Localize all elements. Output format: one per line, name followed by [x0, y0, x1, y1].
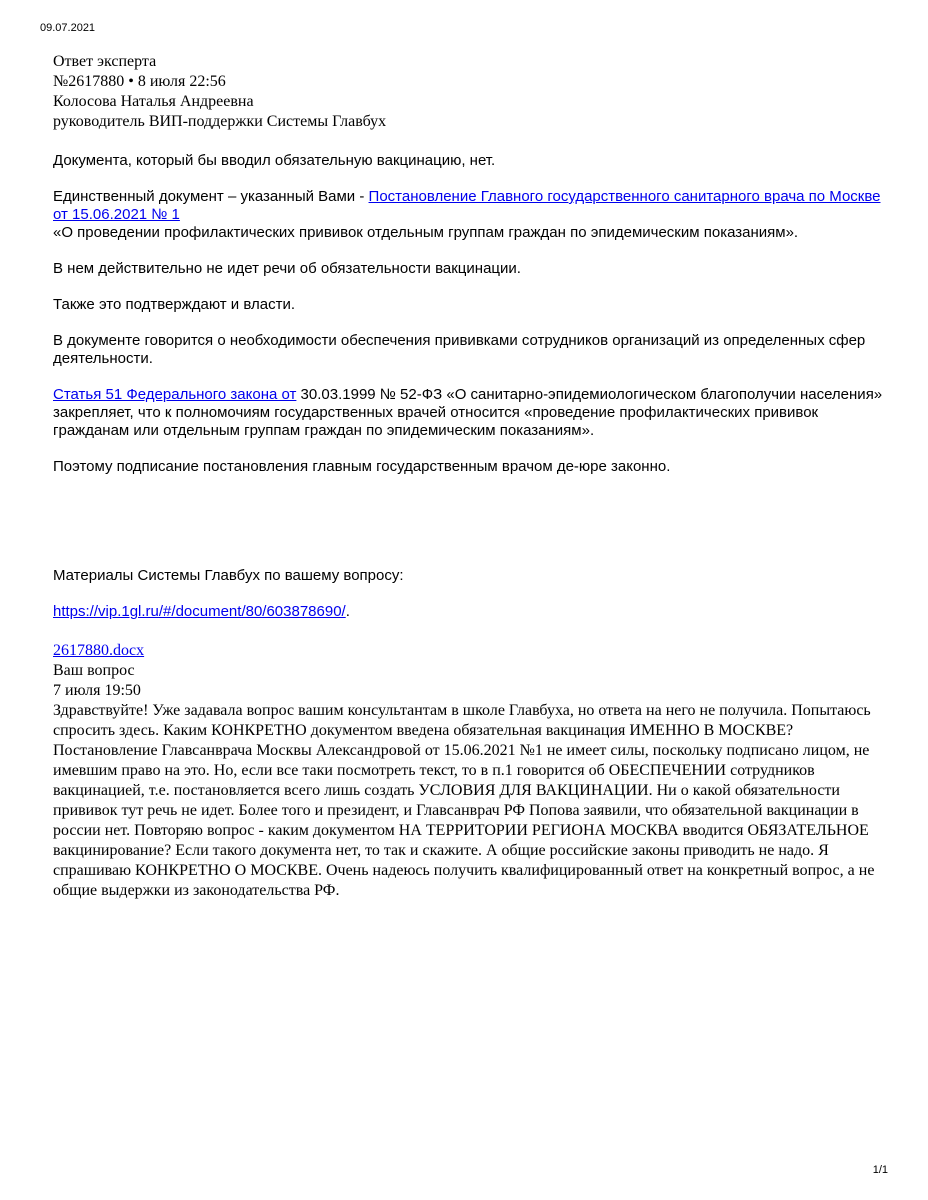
answer-paragraph-1: Документа, который бы вводил обязательную вакцинацию, нет.	[53, 152, 496, 169]
law-article-link[interactable]: Статья 51 Федерального закона от	[53, 386, 297, 403]
answer-paragraph-5: В документе говорится о необходимости обеспечения прививками сотрудников организаций из определенных сфер деятельности.	[53, 332, 866, 367]
materials-link-line	[53, 603, 893, 621]
question-text: Здравствуйте! Уже задавала вопрос вашим консультантам в школе Главбуха, но ответа на него не получила. Попытаюсь спросить здесь. Каким КОНКРЕТНО документом введена обязательная вакцинация ИМЕННО В МОСКВЕ? Постановление Главсанврача Москвы Александровой от 15.06.2021 №1 не имеет силы, поскольку подписано лицом, не имевшим право на это. Но, если все таки посмотреть текст, то в п.1 говорится об ОБЕСПЕЧЕНИИ сотрудников вакцинацией, т.е. постановляется всего лишь создать УСЛОВИЯ ДЛЯ ВАКЦИНАЦИИ. Ни о какой обязательности прививок тут речь не идет. Более того и президент, и Главсанврач РФ Попова заявили, что обязательной вакцинации в россии нет. Повторяю вопрос - каким документом НА ТЕРРИТОРИИ РЕГИОНА МОСКВА вводится ОБЯЗАТЕЛЬНОЕ вакцинирование? Если такого документа нет, то так и скажите. А общие российские законы приводить не надо. Я спрашиваю КОНКРЕТНО О МОСКВЕ. Очень надеюсь получить квалифицированный ответ на конкретный вопрос, а не общие выдержки из законодательства РФ.	[53, 702, 875, 899]
print-header-date: 09.07.2021	[40, 22, 96, 34]
answer-paragraph-2-suffix: «О проведении профилактических прививок отдельным группам граждан по эпидемическим показаниям».	[53, 224, 799, 241]
answer-block	[53, 152, 893, 476]
expert-block	[53, 52, 893, 132]
question-label: Ваш вопрос	[53, 662, 135, 679]
answer-paragraph-2-prefix: Единственный документ – указанный Вами -	[53, 188, 369, 205]
question-block	[53, 641, 893, 901]
expert-role: руководитель ВИП-поддержки Системы Главбух	[53, 113, 387, 130]
materials-title: Материалы Системы Главбух по вашему вопросу:	[53, 567, 404, 584]
materials-block	[53, 567, 893, 621]
expert-name: Колосова Наталья Андреевна	[53, 93, 254, 110]
question-date: 7 июля 19:50	[53, 682, 141, 699]
attachment-link[interactable]: 2617880.docx	[53, 642, 145, 659]
answer-paragraph-4: Также это подтверждают и власти.	[53, 296, 295, 313]
document-body	[53, 52, 893, 901]
materials-link[interactable]: https://vip.1gl.ru/#/document/80/603878690/	[53, 603, 346, 620]
answer-paragraph-7: Поэтому подписание постановления главным государственным врачом де-юре законно.	[53, 458, 671, 475]
materials-link-suffix: .	[345, 603, 350, 620]
answer-paragraph-6-text: 30.03.1999 № 52-ФЗ «О санитарно-эпидемиологическом благополучии населения» закрепляет, что к полномочиям государственных врачей относится «проведение профилактических прививок гражданам или отдельным группам граждан по эпидемическим показаниям».	[53, 386, 883, 439]
answer-meta: №2617880 • 8 июля 22:56	[53, 73, 226, 90]
decree-link[interactable]: Постановление Главного государственного санитарного врача по Москве от 15.06.2021 № 1	[53, 188, 881, 223]
answer-paragraph-3: В нем действительно не идет речи об обязательности вакцинации.	[53, 260, 521, 277]
page-number: 1/1	[872, 1164, 888, 1176]
answer-paragraph-2	[53, 188, 893, 242]
expert-heading: Ответ эксперта	[53, 53, 157, 70]
answer-paragraph-6	[53, 386, 893, 440]
